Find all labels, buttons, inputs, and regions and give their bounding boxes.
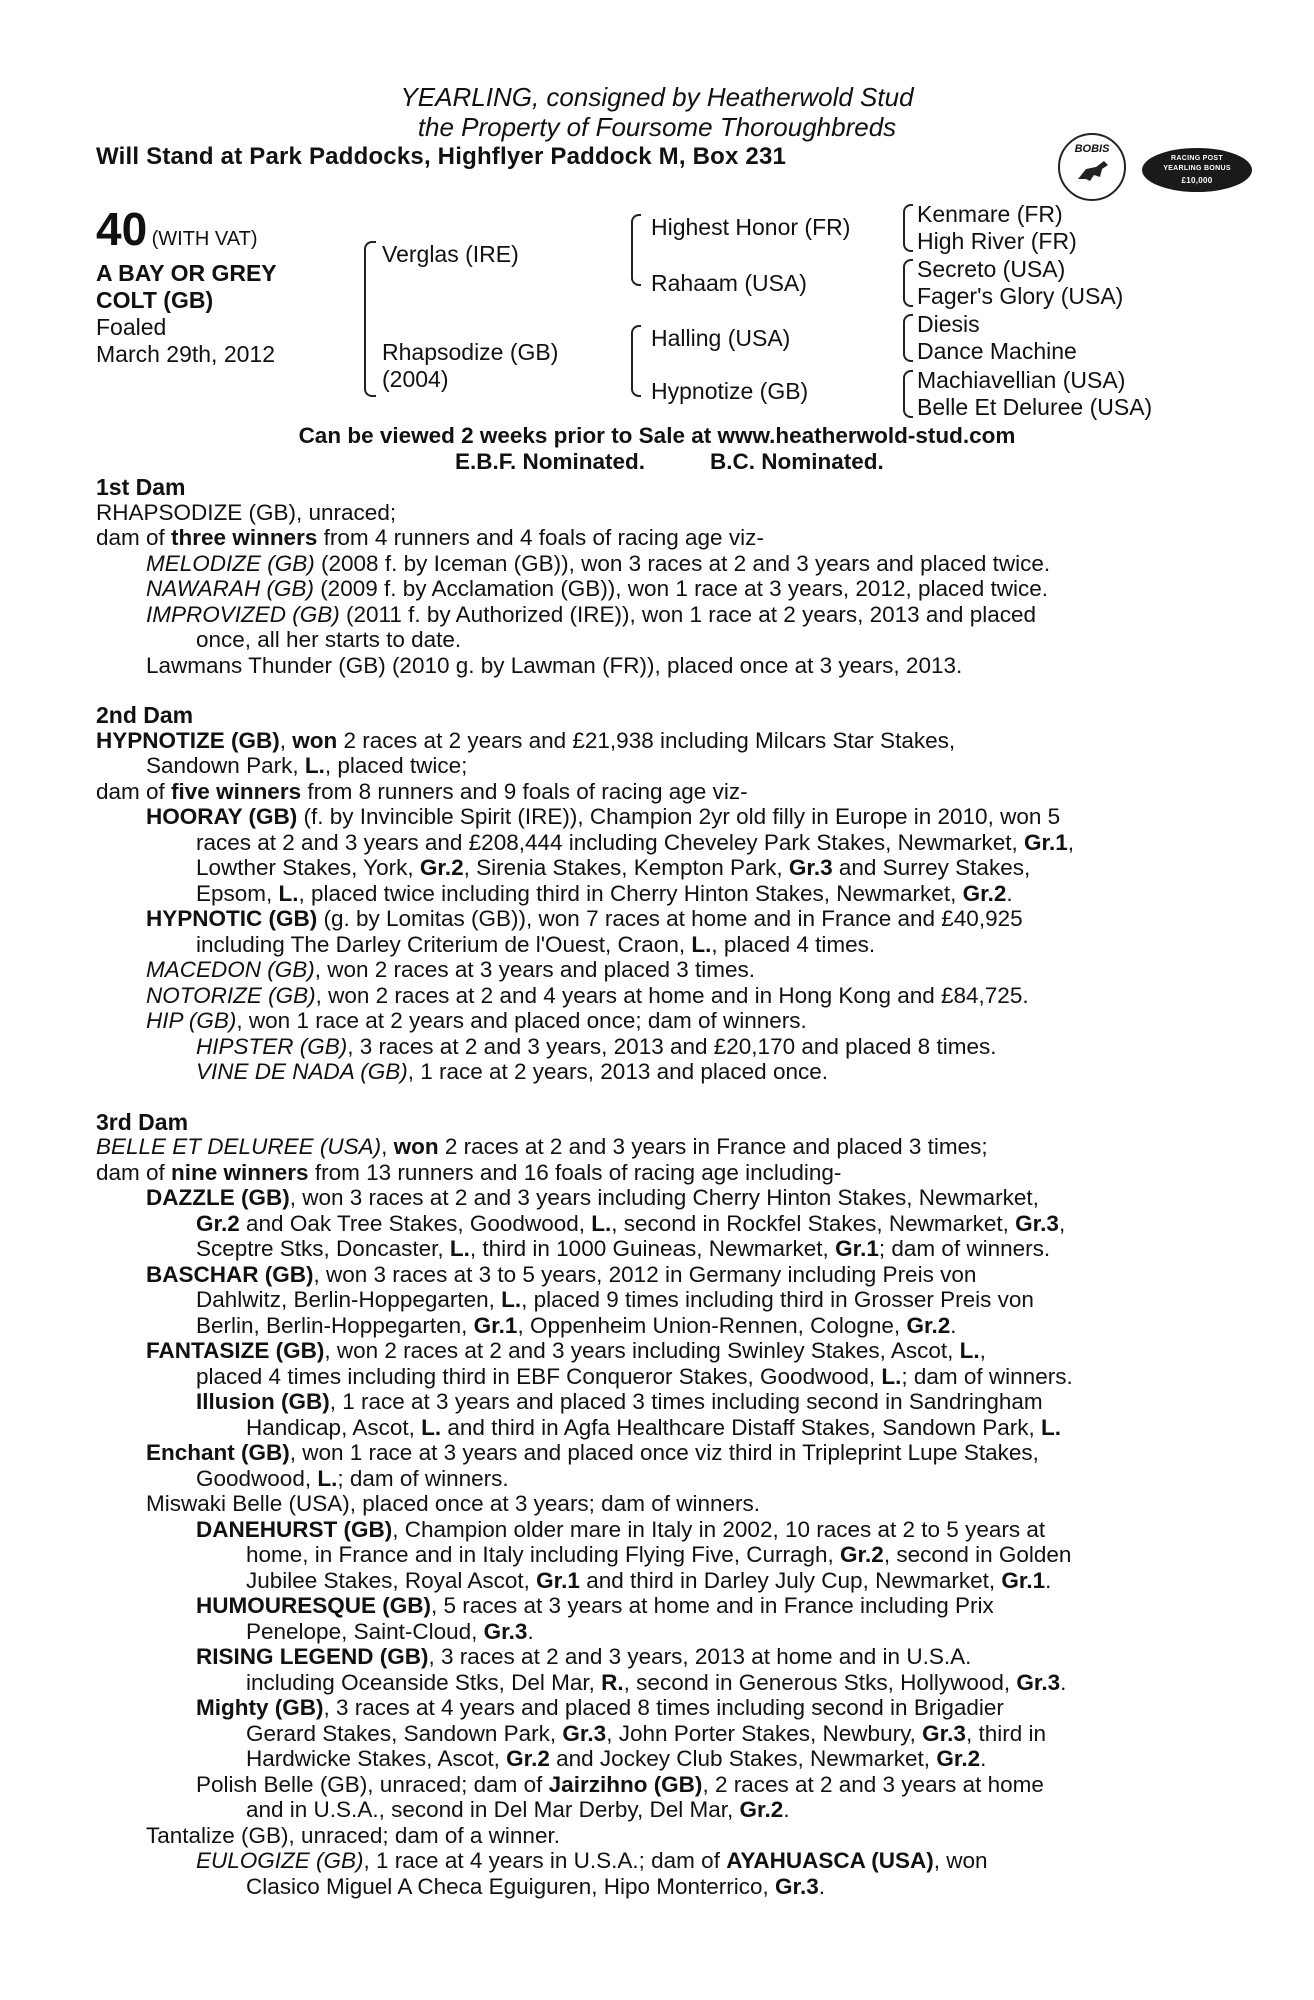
first-dam-produce-3-cont: once, all her starts to date. [196, 627, 462, 652]
third-dam-produce-1: DAZZLE (GB), won 3 races at 2 and 3 years including Cherry Hinton Stakes, Newmarket, [146, 1185, 1039, 1210]
second-dam-produce-1-cont-3: Epsom, L., placed twice including third in Cherry Hinton Stakes, Newmarket, Gr.2. [196, 881, 1013, 906]
bobis-logo [1058, 133, 1126, 201]
first-dam-produce-1: MELODIZE (GB) (2008 f. by Iceman (GB)), won 3 races at 2 and 3 years and placed twice. [146, 551, 1051, 576]
third-dam-grandproduce-5: Mighty (GB), 3 races at 4 years and placed 8 times including second in Brigadier [196, 1695, 1004, 1720]
third-dam-summary: dam of nine winners from 13 runners and 16 foals of racing age including- [96, 1160, 842, 1185]
yearling-bonus-logo [1142, 148, 1252, 192]
great-grandsire-1: Kenmare (FR) [917, 201, 1063, 227]
pedigree-brace-gg4 [903, 370, 913, 418]
first-dam-produce-3: IMPROVIZED (GB) (2011 f. by Authorized (IRE)), won 1 race at 2 years, 2013 and placed [146, 602, 1036, 627]
bonus-logo-mid-text: YEARLING BONUS [1163, 165, 1231, 172]
pedigree-brace-dam [631, 325, 641, 397]
second-dam-produce-3: MACEDON (GB), won 2 races at 3 years and placed 3 times. [146, 957, 755, 982]
second-dam-produce-1-cont-1: races at 2 and 3 years and £208,444 including Cheveley Park Stakes, Newmarket, Gr.1, [196, 830, 1075, 855]
great-granddam-1: High River (FR) [917, 228, 1077, 254]
third-dam-grandproduce-1-cont: Handicap, Ascot, L. and third in Agfa Healthcare Distaff Stakes, Sandown Park, L. [246, 1415, 1062, 1440]
third-dam-produce-1-cont-1: Gr.2 and Oak Tree Stakes, Goodwood, L., second in Rockfel Stakes, Newmarket, Gr.3, [196, 1211, 1066, 1236]
third-dam-produce-2-cont-2: Berlin, Berlin-Hoppegarten, Gr.1, Oppenheim Union-Rennen, Cologne, Gr.2. [196, 1313, 957, 1338]
property-line: the Property of Foursome Thoroughbreds [417, 112, 897, 142]
grandsire-1: Highest Honor (FR) [651, 214, 851, 240]
third-dam-produce-4-cont: Goodwood, L.; dam of winners. [196, 1466, 509, 1491]
great-grandsire-3: Diesis [917, 311, 980, 337]
first-dam-produce-4: Lawmans Thunder (GB) (2010 g. by Lawman (FR)), placed once at 3 years, 2013. [146, 653, 963, 678]
pedigree-brace-gg2 [903, 259, 913, 307]
third-dam-produce-1-cont-2: Sceptre Stks, Doncaster, L., third in 1000 Guineas, Newmarket, Gr.1; dam of winners. [196, 1236, 1051, 1261]
first-dam-heading: 1st Dam [96, 474, 186, 500]
consignor-line: YEARLING, consigned by Heatherwold Stud [400, 82, 914, 112]
great-grandsire-4: Machiavellian (USA) [917, 367, 1126, 393]
third-dam-produce-2: BASCHAR (GB), won 3 races at 3 to 5 years, 2012 in Germany including Preis von [146, 1262, 977, 1287]
dam: Rhapsodize (GB) [382, 339, 559, 365]
great-granddam-3: Dance Machine [917, 338, 1077, 364]
second-dam-grandproduce-1: HIPSTER (GB), 3 races at 2 and 3 years, 2013 and £20,170 and placed 8 times. [196, 1034, 997, 1059]
second-dam-line-1: HYPNOTIZE (GB), won 2 races at 2 years and £21,938 including Milcars Star Stakes, [96, 728, 956, 753]
sire: Verglas (IRE) [382, 241, 519, 267]
third-dam-grandproduce-6-cont: and in U.S.A., second in Del Mar Derby, Del Mar, Gr.2. [246, 1797, 790, 1822]
bonus-logo-amount: £10,000 [1181, 176, 1213, 185]
third-dam-grandproduce-7: EULOGIZE (GB), 1 race at 4 years in U.S.A.; dam of AYAHUASCA (USA), won [196, 1848, 988, 1873]
bonus-logo-top-text: RACING POST [1171, 155, 1223, 162]
third-dam-line-1: BELLE ET DELUREE (USA), won 2 races at 2 and 3 years in France and placed 3 times; [96, 1134, 988, 1159]
second-dam-produce-2: HYPNOTIC (GB) (g. by Lomitas (GB)), won 7 races at home and in France and £40,925 [146, 906, 1023, 931]
great-granddam-2: Fager's Glory (USA) [917, 283, 1124, 309]
third-dam-grandproduce-6: Polish Belle (GB), unraced; dam of Jairzihno (GB), 2 races at 2 and 3 years at home [196, 1772, 1044, 1797]
pedigree-brace-main [364, 241, 376, 397]
foaled-date: March 29th, 2012 [96, 341, 276, 367]
third-dam-grandproduce-4-cont: including Oceanside Stks, Del Mar, R., second in Generous Stks, Hollywood, Gr.3. [246, 1670, 1067, 1695]
third-dam-grandproduce-1: Illusion (GB), 1 race at 3 years and placed 3 times including second in Sandringham [196, 1389, 1043, 1414]
second-dam-heading: 2nd Dam [96, 702, 194, 728]
second-dam-produce-4: NOTORIZE (GB), won 2 races at 2 and 4 years at home and in Hong Kong and £84,725. [146, 983, 1029, 1008]
stand-location: Will Stand at Park Paddocks, Highflyer Paddock M, Box 231 [96, 143, 787, 170]
bc-nominated: B.C. Nominated. [710, 449, 884, 474]
ebf-nominated: E.B.F. Nominated. [455, 449, 646, 474]
lot-number-line [96, 202, 258, 256]
third-dam-grandproduce-2-cont-1: home, in France and in Italy including Flying Five, Curragh, Gr.2, second in Golden [246, 1542, 1072, 1567]
second-dam-produce-1-cont-2: Lowther Stakes, York, Gr.2, Sirenia Stakes, Kempton Park, Gr.3 and Surrey Stakes, [196, 855, 1031, 880]
second-dam-grandproduce-2: VINE DE NADA (GB), 1 race at 2 years, 2013 and placed once. [196, 1059, 828, 1084]
third-dam-grandproduce-2: DANEHURST (GB), Champion older mare in Italy in 2002, 10 races at 2 to 5 years at [196, 1517, 1046, 1542]
dam-year: (2004) [382, 366, 449, 392]
second-dam-line-2: Sandown Park, L., placed twice; [146, 753, 468, 778]
horse-description-2: COLT (GB) [96, 287, 214, 313]
foaled-label: Foaled [96, 314, 167, 340]
third-dam-grandproduce-4: RISING LEGEND (GB), 3 races at 2 and 3 years, 2013 at home and in U.S.A. [196, 1644, 972, 1669]
pedigree-brace-sire [631, 214, 641, 286]
viewing-note: Can be viewed 2 weeks prior to Sale at www.heatherwold-stud.com [298, 423, 1016, 448]
bobis-logo-text: BOBIS [1074, 143, 1110, 155]
third-dam-grandproduce-7-cont: Clasico Miguel A Checa Eguiguren, Hipo Monterrico, Gr.3. [246, 1874, 826, 1899]
lot-vat: (WITH VAT) [151, 228, 258, 250]
third-dam-produce-6: Tantalize (GB), unraced; dam of a winner. [146, 1823, 560, 1848]
third-dam-grandproduce-3-cont: Penelope, Saint-Cloud, Gr.3. [246, 1619, 534, 1644]
first-dam-summary: dam of three winners from 4 runners and 4 foals of racing age viz- [96, 525, 764, 550]
third-dam-produce-5: Miswaki Belle (USA), placed once at 3 years; dam of winners. [146, 1491, 761, 1516]
second-dam-produce-1: HOORAY (GB) (f. by Invincible Spirit (IRE)), Champion 2yr old filly in Europe in 2010, won 5 [146, 804, 1061, 829]
third-dam-produce-2-cont-1: Dahlwitz, Berlin-Hoppegarten, L., placed 9 times including third in Grosser Preis von [196, 1287, 1034, 1312]
grandsire-2: Halling (USA) [651, 325, 791, 351]
third-dam-heading: 3rd Dam [96, 1109, 189, 1135]
second-dam-produce-5: HIP (GB), won 1 race at 2 years and placed once; dam of winners. [146, 1008, 807, 1033]
third-dam-produce-3-cont: placed 4 times including third in EBF Conqueror Stakes, Goodwood, L.; dam of winners. [196, 1364, 1073, 1389]
granddam-1: Rahaam (USA) [651, 270, 807, 296]
third-dam-grandproduce-2-cont-2: Jubilee Stakes, Royal Ascot, Gr.1 and third in Darley July Cup, Newmarket, Gr.1. [246, 1568, 1052, 1593]
second-dam-produce-2-cont: including The Darley Criterium de l'Ouest, Craon, L., placed 4 times. [196, 932, 876, 957]
second-dam-summary: dam of five winners from 8 runners and 9 foals of racing age viz- [96, 779, 748, 804]
horse-icon [1060, 135, 1124, 199]
third-dam-grandproduce-5-cont-2: Hardwicke Stakes, Ascot, Gr.2 and Jockey Club Stakes, Newmarket, Gr.2. [246, 1746, 987, 1771]
third-dam-grandproduce-5-cont-1: Gerard Stakes, Sandown Park, Gr.3, John Porter Stakes, Newbury, Gr.3, third in [246, 1721, 1046, 1746]
great-granddam-4: Belle Et Deluree (USA) [917, 394, 1153, 420]
pedigree-brace-gg1 [903, 204, 913, 252]
first-dam-name: RHAPSODIZE (GB), unraced; [96, 500, 397, 525]
pedigree-brace-gg3 [903, 314, 913, 362]
lot-number: 40 [96, 203, 148, 255]
granddam-2: Hypnotize (GB) [651, 378, 809, 404]
third-dam-produce-4: Enchant (GB), won 1 race at 3 years and placed once viz third in Tripleprint Lupe Stakes, [146, 1440, 1039, 1465]
third-dam-produce-3: FANTASIZE (GB), won 2 races at 2 and 3 years including Swinley Stakes, Ascot, L., [146, 1338, 986, 1363]
third-dam-grandproduce-3: HUMOURESQUE (GB), 5 races at 3 years at home and in France including Prix [196, 1593, 994, 1618]
horse-description-1: A BAY OR GREY [96, 260, 277, 286]
great-grandsire-2: Secreto (USA) [917, 256, 1066, 282]
first-dam-produce-2: NAWARAH (GB) (2009 f. by Acclamation (GB)), won 1 race at 3 years, 2012, placed twice. [146, 576, 1049, 601]
